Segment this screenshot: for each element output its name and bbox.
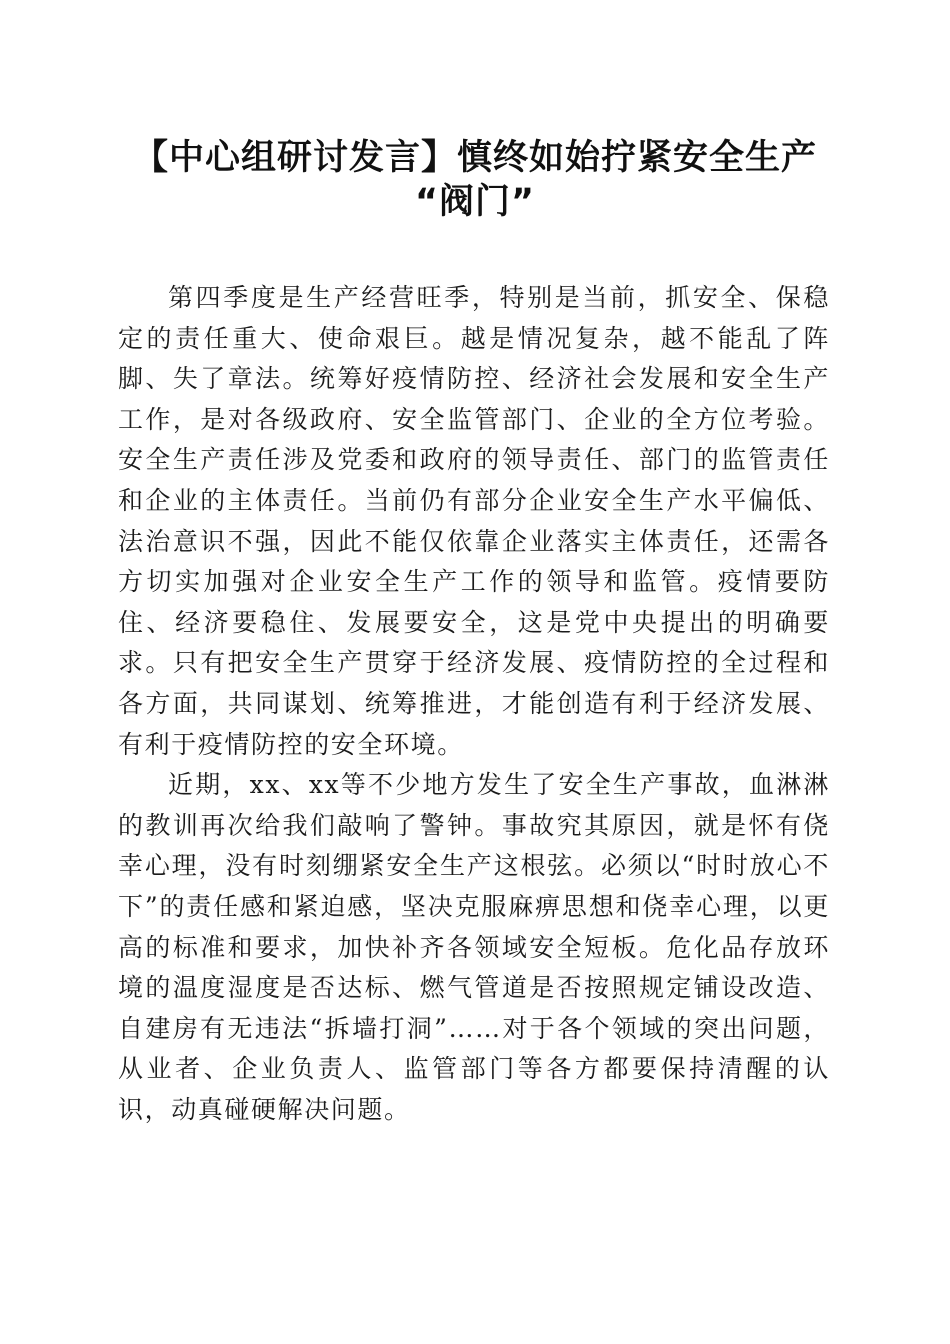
title-line-2: “阀门” — [414, 182, 535, 222]
document-body — [118, 278, 830, 1130]
paragraph-1: 第四季度是生产经营旺季，特别是当前，抓安全、保稳定的责任重大、使命艰巨。越是情况复杂，越不能乱了阵脚、失了章法。统筹好疫情防控、经济社会发展和安全生产工作，是对各级政府、安全监管部门、企业的全方位考验。安全生产责任涉及党委和政府的领导责任、部门的监管责任和企业的主体责任。当前仍有部分企业安全生产水平偏低、法治意识不强，因此不能仅依靠企业落实主体责任，还需各方切实加强对企业安全生产工作的领导和监管。疫情要防住、经济要稳住、发展要安全，这是党中央提出的明确要求。只有把安全生产贯穿于经济发展、疫情防控的全过程和各方面，共同谋划、统筹推进，才能创造有利于经济发展、有利于疫情防控的安全环境。 — [118, 283, 830, 759]
title-line-1: 【中心组研讨发言】慎终如始拧紧安全生产 — [132, 138, 817, 178]
paragraph-2: 近期，xx、xx等不少地方发生了安全生产事故，血淋淋的教训再次给我们敲响了警钟。事故究其原因，就是怀有侥幸心理，没有时刻绷紧安全生产这根弦。必须以“时时放心不下”的责任感和紧迫感，坚决克服麻痹思想和侥幸心理，以更高的标准和要求，加快补齐各领域安全短板。危化品存放环境的温度湿度是否达标、燃气管道是否按照规定铺设改造、自建房有无违法“拆墙打洞”……对于各个领域的突出问题，从业者、企业负责人、监管部门等各方都要保持清醒的认识，动真碰硬解决问题。 — [118, 770, 830, 1124]
page-title — [120, 136, 830, 224]
